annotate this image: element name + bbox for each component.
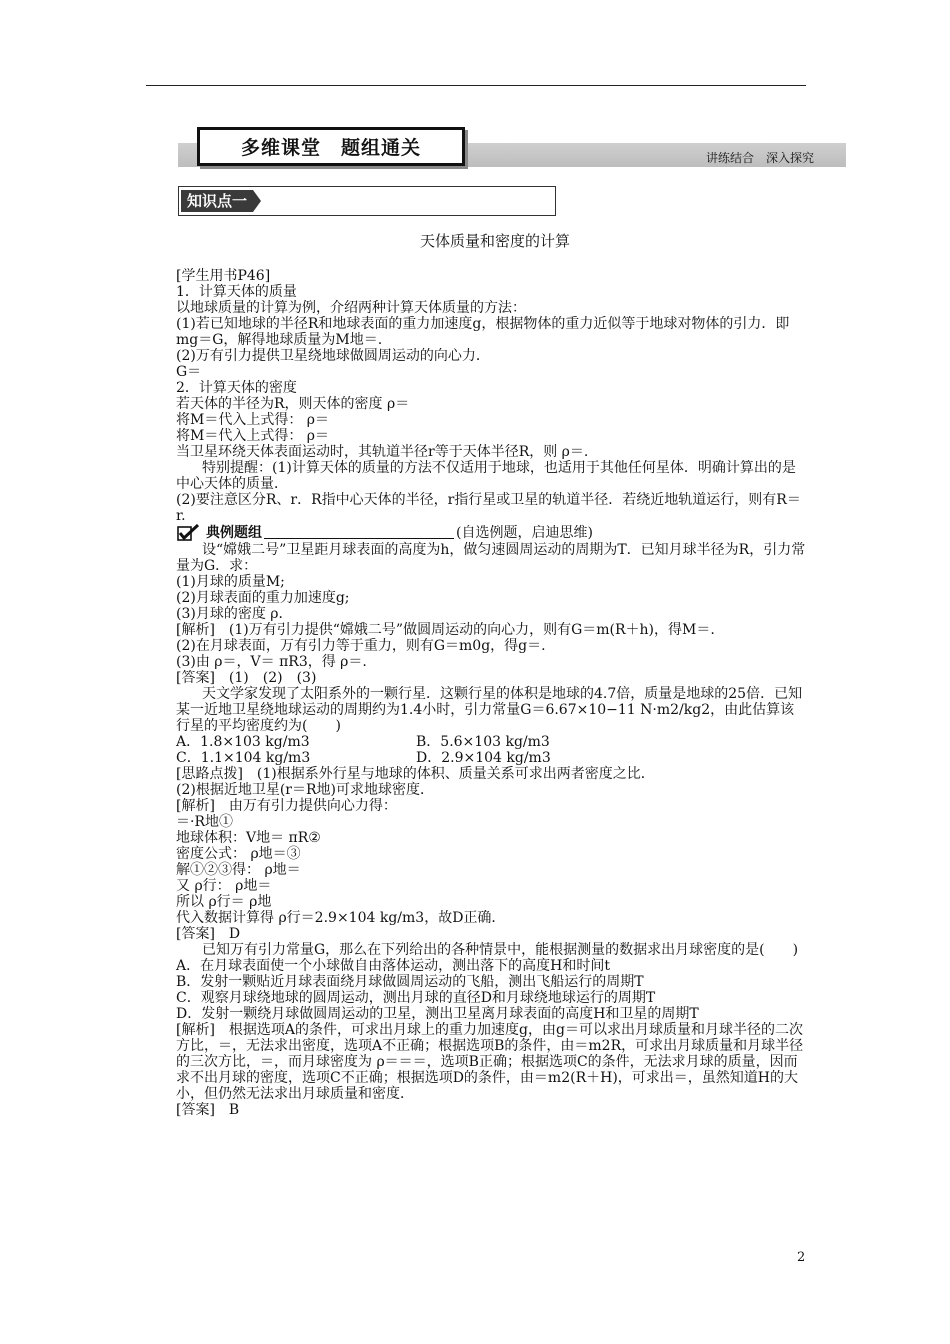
- option-a: A．在月球表面使一个小球做自由落体运动，测出落下的高度H和时间t: [176, 958, 610, 974]
- option-d: D．2.9×104 kg/m3: [416, 750, 551, 766]
- line: 地球体积：V地＝ πR②: [176, 830, 321, 846]
- line: (2)根据近地卫星(r＝R地)可求地球密度．: [176, 782, 434, 798]
- section-title: 天体质量和密度的计算: [419, 232, 570, 250]
- example-group-note: (自选例题，启迪思维): [456, 525, 593, 541]
- line-heading-1: 1．计算天体的质量: [176, 284, 297, 300]
- banner-title: 多维课堂 题组通关: [197, 127, 465, 166]
- knowledge-point-box: [178, 186, 556, 216]
- knowledge-point-label: 知识点一: [181, 190, 253, 212]
- line: (1)月球的质量M;: [176, 574, 285, 590]
- line: G＝: [176, 364, 202, 380]
- line: 解①②③得： ρ地＝: [176, 862, 301, 878]
- example-2-options-row: [176, 734, 808, 750]
- divider-line: [264, 527, 454, 539]
- line: (2)月球表面的重力加速度g;: [176, 590, 350, 606]
- line: (3)月球的密度 ρ．: [176, 606, 293, 622]
- line: (2)万有引力提供卫星绕地球做圆周运动的向心力．: [176, 348, 490, 364]
- example-group-label: 典例题组: [206, 525, 262, 541]
- option-a: A．1.8×103 kg/m3: [176, 734, 310, 750]
- option-d: D．发射一颗绕月球做圆周运动的卫星，测出卫星离月球表面的高度H和卫星的周期T: [176, 1006, 699, 1022]
- line: (2)要注意区分R、r．R指中心天体的半径，r指行星或卫星的轨道半径．若绕近地轨道运行，则有R＝r.: [176, 492, 801, 524]
- line: 代入数据计算得 ρ行＝2.9×104 kg/m3，故D正确．: [176, 910, 506, 926]
- example-2-options-row: [176, 750, 808, 766]
- example-1-analysis: [解析] (1)万有引力提供“嫦娥二号”做圆周运动的向心力，则有G＝m(R＋h)，得M＝.: [176, 622, 715, 638]
- example-group-header: [176, 524, 808, 542]
- example-2-stem: 天文学家发现了太阳系外的一颗行星．这颗行星的体积是地球的4.7倍，质量是地球的25倍．已知某一近地卫星绕地球运动的周期约为1.4小时，引力常量G＝6.67×10−11 N·m2/kg2，由此估算该行星的平均密度约为( ): [176, 686, 803, 734]
- line: [思路点拨] (1)根据系外行星与地球的体积、质量关系可求出两者密度之比．: [176, 766, 655, 782]
- line: (1)若已知地球的半径R和地球表面的重力加速度g，根据物体的重力近似等于地球对物体的引力．即: [176, 316, 790, 332]
- line: (2)在月球表面，万有引力等于重力，则有G＝m0g，得g＝.: [176, 638, 546, 654]
- page-number: 2: [797, 1250, 806, 1265]
- line-heading-2: 2．计算天体的密度: [176, 380, 297, 396]
- example-1-answer: [答案] (1) (2) (3): [176, 670, 317, 686]
- header-rule: [146, 85, 806, 86]
- line-ref: [学生用书P46]: [176, 268, 271, 284]
- line: 密度公式： ρ地＝③: [176, 846, 301, 862]
- example-3-analysis: [解析] 根据选项A的条件，可求出月球上的重力加速度g，由g＝可以求出月球质量和月球半径的二次方比，＝，无法求出密度，选项A不正确；根据选项B的条件，由＝m2R，可求出月球质量和月球半径的三次方比，＝，而月球密度为 ρ＝＝＝，选项B正确；根据选项C的条件，无法求月球的质量，因而求不出月球的密度，选项C不正确；根据选项D的条件，由＝m2(R＋H)，可求出＝，虽然知道H的大小，但仍然无法求出月球质量和密度．: [176, 1022, 804, 1102]
- example-3-stem: 已知万有引力常量G，那么在下列给出的各种情景中，能根据测量的数据求出月球密度的是( ): [202, 942, 799, 958]
- line: [解析] 由万有引力提供向心力得：: [176, 798, 397, 814]
- line: 将M＝代入上式得： ρ＝: [176, 412, 330, 428]
- line: mg＝G，解得地球质量为M地＝.: [176, 332, 383, 348]
- line: 将M＝代入上式得： ρ＝: [176, 428, 330, 444]
- line: 所以 ρ行＝ ρ地: [176, 894, 272, 910]
- example-3-answer: [答案] B: [176, 1102, 240, 1118]
- example-1-stem: 设“嫦娥二号”卫星距月球表面的高度为h，做匀速圆周运动的周期为T．已知月球半径为R，引力常量为G．求：: [176, 542, 806, 574]
- example-2-answer: [答案] D: [176, 926, 241, 942]
- special-note: 特别提醒：(1)计算天体的质量的方法不仅适用于地球，也适用于其他任何星体．明确计算出的是中心天体的质量．: [176, 460, 796, 492]
- banner-subtitle: 讲练结合 深入探究: [706, 151, 815, 165]
- line: 若天体的半径为R，则天体的密度 ρ＝: [176, 396, 410, 412]
- line: 当卫星环绕天体表面运动时，其轨道半径r等于天体半径R，则 ρ＝.: [176, 444, 589, 460]
- line: 又 ρ行： ρ地＝: [176, 878, 272, 894]
- line: 以地球质量的计算为例，介绍两种计算天体质量的方法：: [176, 300, 526, 316]
- option-b: B．5.6×103 kg/m3: [416, 734, 550, 750]
- option-c: C．1.1×104 kg/m3: [176, 750, 311, 766]
- option-b: B．发射一颗贴近月球表面绕月球做圆周运动的飞船，测出飞船运行的周期T: [176, 974, 644, 990]
- line: (3)由 ρ＝，V＝ πR3，得 ρ＝.: [176, 654, 367, 670]
- option-c: C．观察月球绕地球的圆周运动，测出月球的直径D和月球绕地球运行的周期T: [176, 990, 656, 1006]
- line: ＝·R地①: [176, 814, 233, 830]
- document-body: [176, 268, 808, 1118]
- checkmark-icon: [176, 524, 202, 542]
